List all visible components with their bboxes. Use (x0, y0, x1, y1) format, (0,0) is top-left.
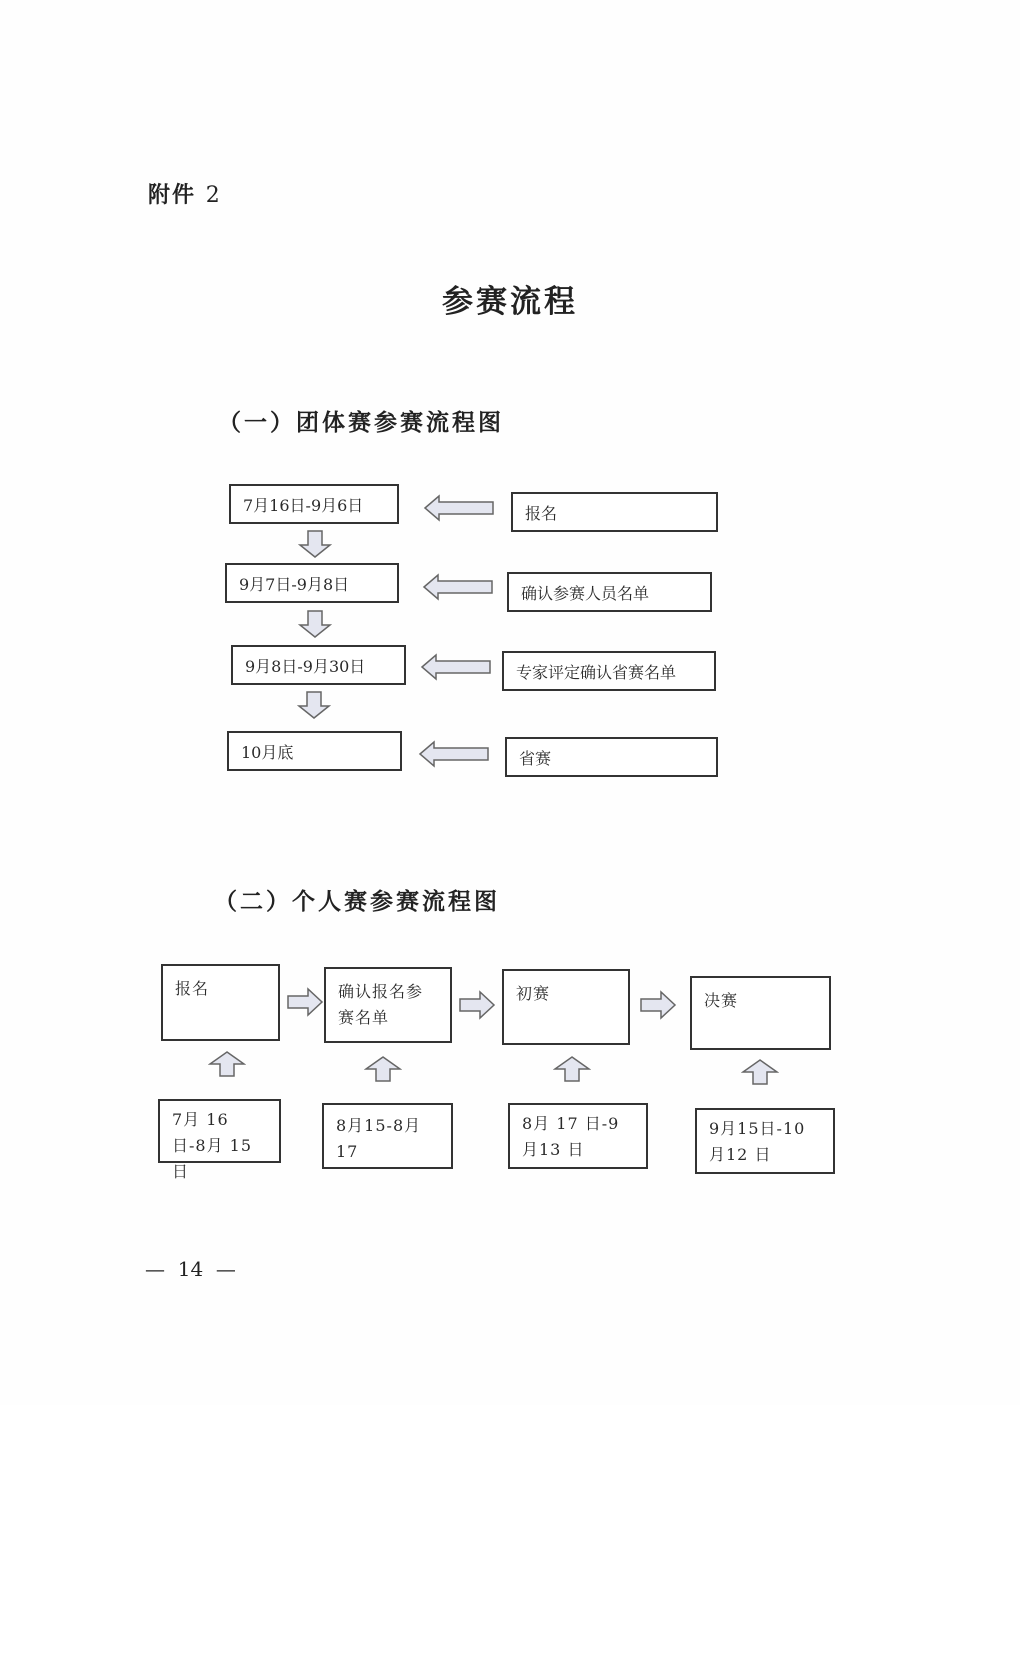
attachment-label (148, 178, 222, 209)
individual-date-box-4: 9月15日-10月12 日 (695, 1108, 835, 1174)
up-arrow-icon (741, 1058, 779, 1086)
down-arrow-icon (297, 690, 331, 720)
attachment-number: 2 (205, 183, 222, 208)
page-margin (0, 1405, 1020, 1673)
team-date-box-3: 9月8日-9月30日 (231, 645, 406, 685)
up-arrow-icon (364, 1055, 402, 1083)
team-step-box-3: 专家评定确认省赛名单 (502, 651, 716, 691)
individual-step-box-4: 决赛 (690, 976, 831, 1050)
team-date-box-4: 10月底 (227, 731, 402, 771)
right-arrow-icon (286, 987, 324, 1017)
team-step-box-4: 省赛 (505, 737, 718, 777)
individual-section-heading: （二）个人赛参赛流程图 (214, 889, 500, 915)
left-arrow-icon (422, 573, 494, 601)
attachment-prefix: 附件 (148, 183, 197, 208)
page-title: 参赛流程 (442, 284, 578, 320)
up-arrow-icon (553, 1055, 591, 1083)
team-date-box-2: 9月7日-9月8日 (225, 563, 399, 603)
down-arrow-icon (298, 609, 332, 639)
individual-step-box-3: 初赛 (502, 969, 630, 1045)
up-arrow-icon (208, 1050, 246, 1078)
left-arrow-icon (418, 740, 490, 768)
left-arrow-icon (423, 494, 495, 522)
team-step-box-2: 确认参赛人员名单 (507, 572, 712, 612)
team-section-heading: （一）团体赛参赛流程图 (218, 410, 504, 436)
individual-step-box-1: 报名 (161, 964, 280, 1041)
individual-step-box-2: 确认报名参赛名单 (324, 967, 452, 1043)
down-arrow-icon (298, 529, 332, 559)
page-number: — 14 — (145, 1257, 236, 1281)
right-arrow-icon (639, 990, 677, 1020)
right-arrow-icon (458, 990, 496, 1020)
left-arrow-icon (420, 653, 492, 681)
individual-date-box-2: 8月15-8月17 (322, 1103, 453, 1169)
team-date-box-1: 7月16日-9月6日 (229, 484, 399, 524)
team-step-box-1: 报名 (511, 492, 718, 532)
individual-date-box-3: 8月 17 日-9 月13 日 (508, 1103, 648, 1169)
individual-date-box-1: 7月 16 日-8月 15 日 (158, 1099, 281, 1163)
